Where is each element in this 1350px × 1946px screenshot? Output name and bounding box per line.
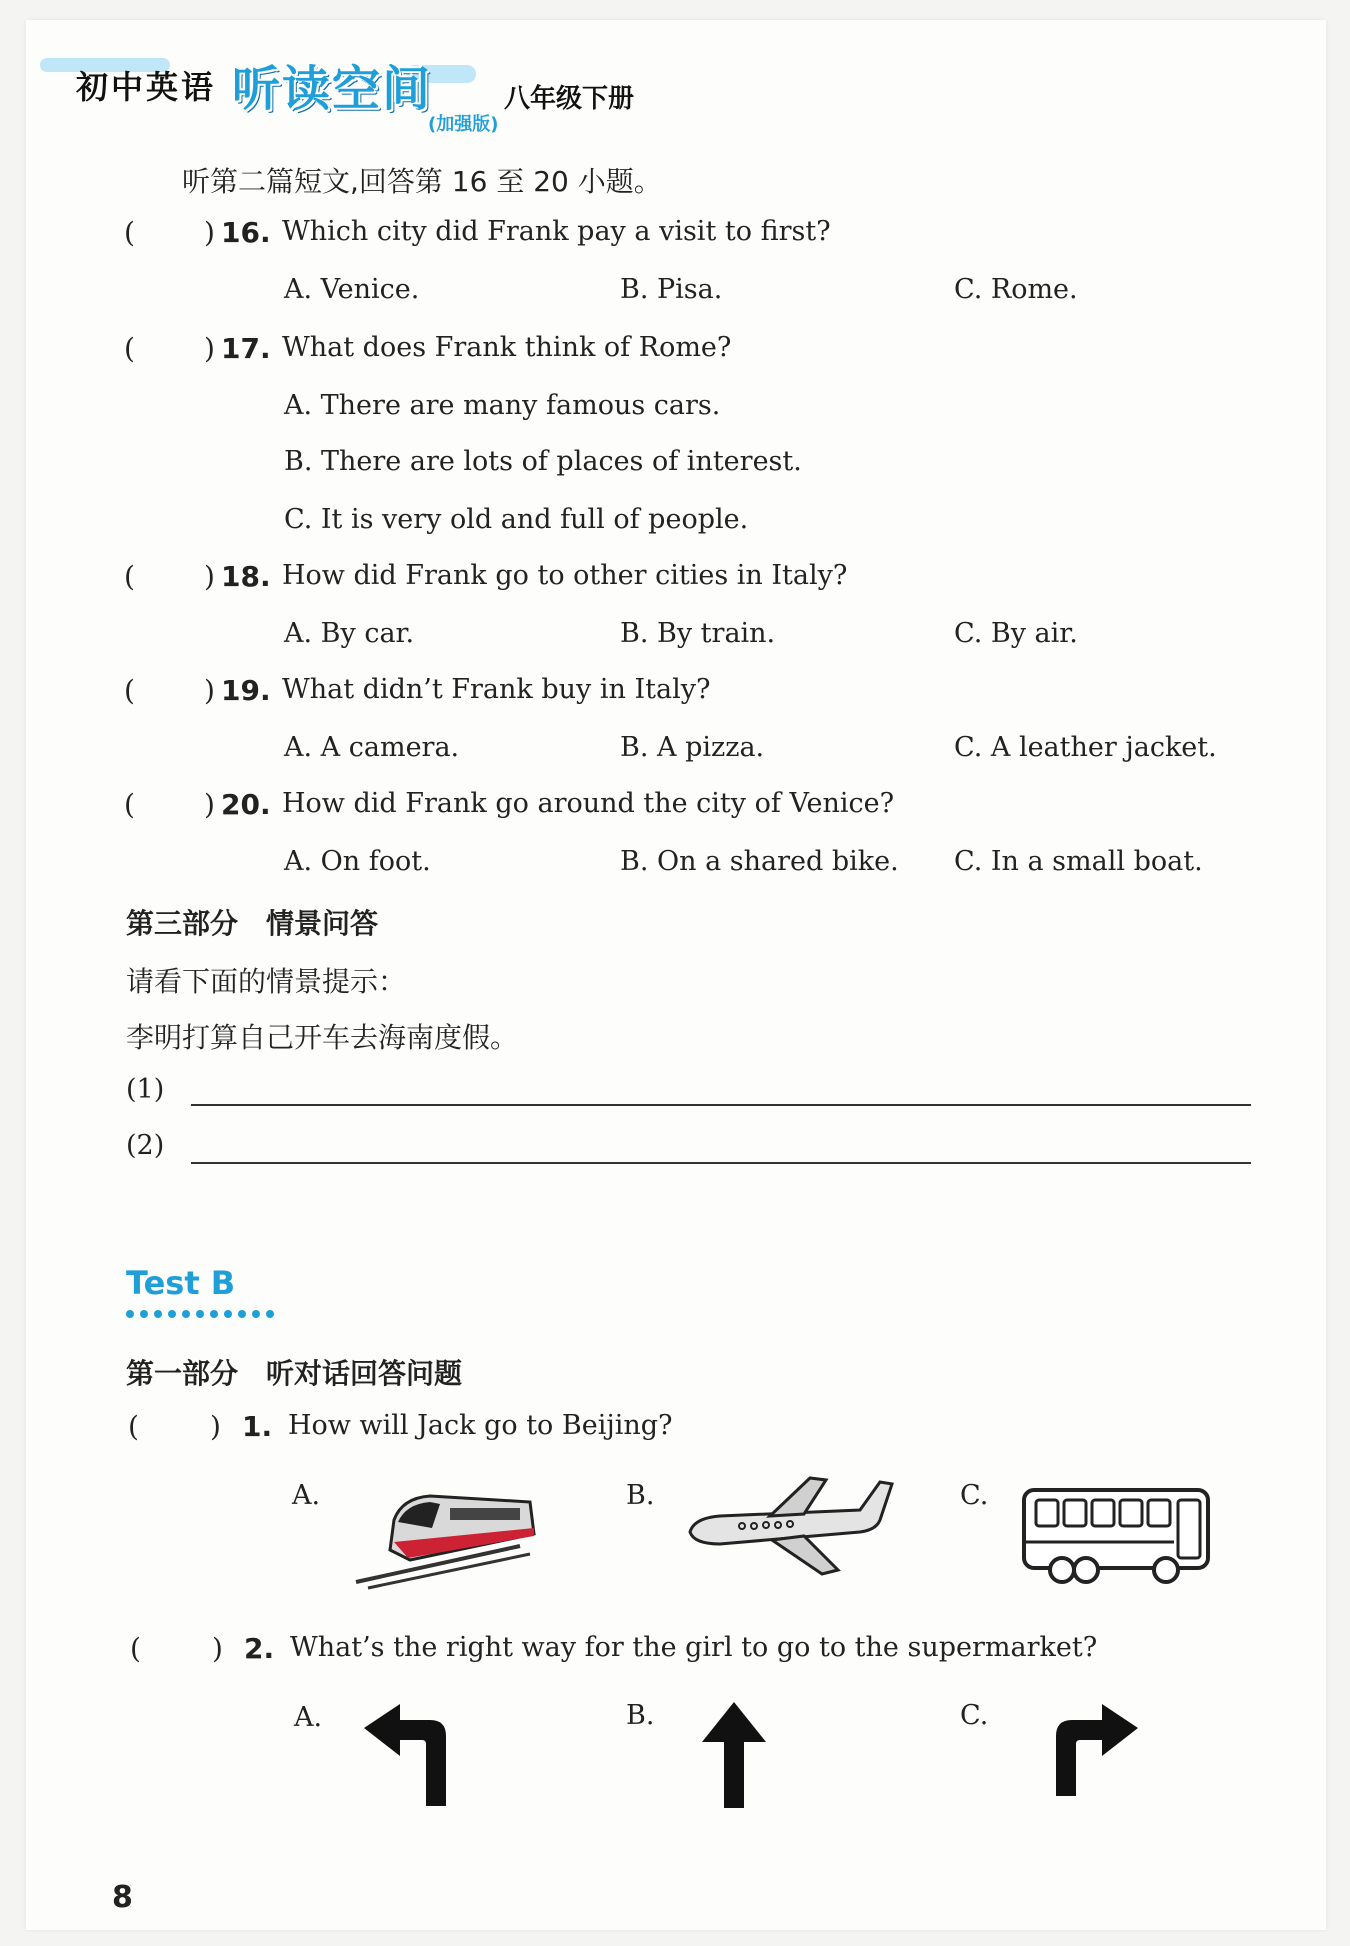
option-a: A. There are many famous cars. [284, 390, 721, 421]
option-b: B. [626, 1480, 655, 1511]
answer-paren-open: ( [124, 788, 135, 821]
passage-instruction: 听第二篇短文,回答第 16 至 20 小题。 [182, 165, 662, 198]
scenario-text: 李明打算自己开车去海南度假。 [126, 1021, 519, 1054]
answer-line[interactable] [191, 1162, 1251, 1164]
answer-paren-open: ( [124, 560, 135, 593]
answer-paren-open: ( [124, 674, 135, 707]
go-straight-arrow-icon [694, 1700, 774, 1810]
option-b: B. A pizza. [620, 732, 765, 763]
test-b-title: Test B [126, 1264, 236, 1302]
option-b: B. On a shared bike. [620, 846, 899, 877]
option-b: B. Pisa. [620, 274, 723, 305]
answer-paren-close: ) [204, 674, 215, 707]
answer-paren-close: ) [204, 560, 215, 593]
answer-paren-close: ) [212, 1632, 223, 1665]
option-a: A. By car. [284, 618, 415, 649]
option-a: A. A camera. [284, 732, 460, 763]
blank-label: (1) [126, 1074, 165, 1105]
turn-left-arrow-icon [360, 1700, 470, 1810]
question-text: How will Jack go to Beijing? [288, 1410, 673, 1441]
prompt-label: 请看下面的情景提示： [126, 965, 407, 998]
question-number: 1. [242, 1410, 273, 1443]
answer-line[interactable] [191, 1104, 1251, 1106]
airplane-icon [680, 1470, 900, 1580]
answer-paren-open: ( [130, 1632, 141, 1665]
question-text: What does Frank think of Rome? [282, 332, 732, 363]
option-a: A. [292, 1480, 321, 1511]
turn-right-arrow-icon [1032, 1700, 1142, 1800]
question-number: 16. [221, 216, 271, 249]
option-c: C. Rome. [954, 274, 1078, 305]
bus-icon [1018, 1480, 1218, 1590]
question-number: 17. [221, 332, 271, 365]
section-heading: 第三部分 情景问答 [126, 907, 379, 940]
question-text: Which city did Frank pay a visit to first? [282, 216, 831, 247]
train-icon [350, 1480, 550, 1590]
question-text: What didn’t Frank buy in Italy? [282, 674, 711, 705]
answer-paren-close: ) [204, 216, 215, 249]
option-b: B. [626, 1700, 655, 1731]
option-c: C. It is very old and full of people. [284, 504, 749, 535]
answer-paren-open: ( [128, 1410, 139, 1443]
answer-paren-open: ( [124, 216, 135, 249]
edition-label: (加强版) [428, 114, 499, 135]
answer-paren-close: ) [204, 332, 215, 365]
question-text: What’s the right way for the girl to go to the supermarket? [290, 1632, 1098, 1663]
option-a: A. On foot. [284, 846, 431, 877]
option-c: C. By air. [954, 618, 1078, 649]
option-a: A. [294, 1702, 323, 1733]
option-b: B. There are lots of places of interest. [284, 446, 802, 477]
option-b: B. By train. [620, 618, 776, 649]
page-number: 8 [112, 1880, 133, 1915]
question-number: 19. [221, 674, 271, 707]
workbook-page [26, 20, 1326, 1930]
blank-label: (2) [126, 1130, 165, 1161]
option-a: A. Venice. [284, 274, 420, 305]
question-number: 18. [221, 560, 271, 593]
series-title: 初中英语 [76, 68, 217, 106]
option-c: C. A leather jacket. [954, 732, 1217, 763]
brand-logo: 听读空间 [232, 61, 433, 117]
section-heading: 第一部分 听对话回答问题 [126, 1357, 463, 1390]
question-number: 20. [221, 788, 271, 821]
answer-paren-close: ) [210, 1410, 221, 1443]
question-text: How did Frank go around the city of Venice? [282, 788, 895, 819]
question-number: 2. [244, 1632, 275, 1665]
question-text: How did Frank go to other cities in Italy? [282, 560, 848, 591]
grade-label: 八年级下册 [504, 84, 635, 114]
answer-paren-open: ( [124, 332, 135, 365]
answer-paren-close: ) [204, 788, 215, 821]
title-dot-divider [126, 1310, 274, 1318]
option-c: C. [960, 1480, 989, 1511]
option-c: C. [960, 1700, 989, 1731]
option-c: C. In a small boat. [954, 846, 1203, 877]
